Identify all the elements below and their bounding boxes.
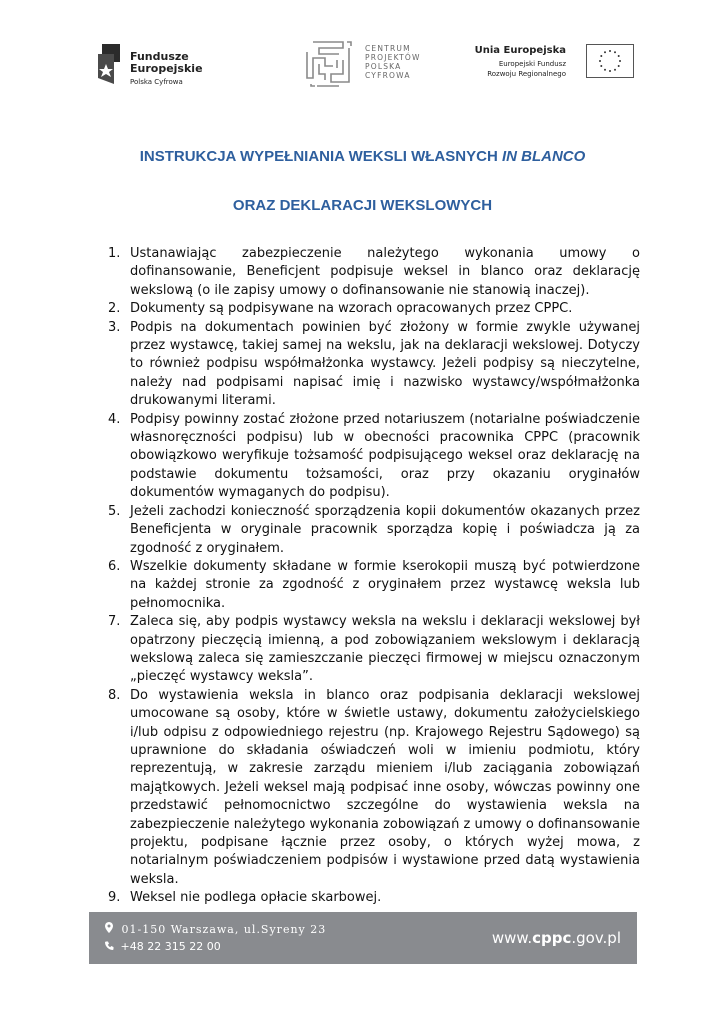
unia-europejska-logo: [476, 42, 636, 92]
cppc-logo-line4: CYFROWA: [365, 71, 411, 80]
cppc-logo: [303, 38, 443, 90]
list-item-text: Weksel nie podlega opłacie skarbowej.: [130, 890, 382, 906]
phone-icon: [105, 941, 117, 953]
document-title-italic: IN BLANCO: [501, 148, 586, 165]
list-item: [98, 319, 640, 411]
list-item-number: 6.: [108, 558, 121, 574]
footer-phone: [105, 940, 221, 953]
footer-web-suffix: .gov.pl: [571, 929, 621, 947]
footer-web-prefix: www.: [491, 929, 533, 947]
list-item-text: Do wystawienia weksla in blanco oraz podpisania deklaracji wekslowej umocowane są osoby, które w świetle ustawy, dokumentu założycielskiego i/lub odpisu z odpowiedniego rejestru (np. Krajowego Rejestru Sądowego) są uprawnione do składania oświadczeń woli w imieniu podmiotu, który reprezentują, w zakresie zarządu mieniem i/lub zaciągania zobowiązań majątkowych. Jeżeli weksel mają podpisać inne osoby, wówczas powinny one przedstawić pełnomocnictwo szczególne do wystawienia weksla na zabezpieczenie należytego wykonania zobowiązań z umowy o dofinansowanie projektu, podpisane łącznie przez osoby, o których wyżej mowa, z notarialnym poświadczeniem podpisów i wystawione przed datą wystawienia weksla.: [130, 687, 640, 887]
footer-phone-text: +48 22 315 22 00: [120, 940, 221, 953]
cppc-logo-text: [365, 44, 421, 80]
footer-address-text: 01-150 Warszawa, ul.Syreny 23: [121, 923, 327, 936]
ue-logo-line1: Unia Europejska: [474, 45, 566, 56]
list-item-text: Podpis na dokumentach powinien być złożony w formie zwykle używanej przez wystawcę, takiej samej na wekslu, jak na deklaracji wekslowej. Dotyczy to również podpisu współmałżonka wystawcy. Jeżeli podpisy są nieczytelne, należy nad podpisami napisać imię i nazwisko wystawcy/współmałżonka drukowanymi literami.: [130, 319, 640, 409]
fe-logo-line1: Fundusze: [130, 50, 189, 63]
fundusze-europejskie-logo: [96, 42, 216, 88]
list-item-number: 8.: [108, 687, 121, 703]
page-header: [0, 36, 725, 96]
ue-logo-line2: Europejski Fundusz: [498, 60, 566, 68]
footer-web-brand: cppc: [532, 929, 572, 947]
list-item: [98, 613, 640, 687]
list-item-text: Wszelkie dokumenty składane w formie kserokopii muszą być potwierdzone na każdej stronie za zgodność z oryginałem przez wystawcę weksla lub pełnomocnika.: [130, 558, 640, 611]
footer-address: [105, 922, 326, 936]
list-item-text: Zaleca się, aby podpis wystawcy weksla na wekslu i deklaracji wekslowej był opatrzony pieczęcią imienną, a pod zobowiązaniem wekslowym i deklaracją wekslową zaleca się zamieszczanie pieczęci firmowej w miejscu oznaczonym „pieczęć wystawcy weksla”.: [130, 614, 640, 685]
ue-logo-line3: Rozwoju Regionalnego: [487, 70, 566, 78]
fe-star-icon: [96, 42, 126, 86]
instruction-list: [98, 245, 640, 908]
list-item-number: 5.: [108, 503, 121, 519]
footer-website-link[interactable]: [492, 929, 621, 947]
list-item: [98, 687, 640, 889]
list-item: [98, 300, 640, 318]
list-item: [98, 503, 640, 558]
list-item: [98, 889, 640, 907]
list-item-text: Jeżeli zachodzi konieczność sporządzenia kopii dokumentów okazanych przez Beneficjenta w oryginale pracownik sporządza kopię i poświadcza ją za zgodność z oryginałem.: [130, 503, 640, 556]
cppc-logo-line3: POLSKA: [365, 62, 402, 71]
list-item: [98, 245, 640, 300]
list-item-text: Ustanawiając zabezpieczenie należytego wykonania umowy o dofinansowanie, Beneficjent podpisuje weksel in blanco oraz deklarację wekslową (o ile zapisy umowy o dofinansowanie nie stanowią inaczej).: [130, 246, 640, 298]
list-item-text: Dokumenty są podpisywane na wzorach opracowanych przez CPPC.: [130, 301, 573, 317]
document-title: [0, 148, 725, 165]
cppc-maze-icon: [303, 38, 355, 90]
cppc-logo-line1: CENTRUM: [365, 44, 411, 53]
list-item-number: 1.: [108, 246, 121, 261]
list-item: [98, 411, 640, 503]
list-item: [98, 558, 640, 613]
list-item-number: 9.: [108, 890, 121, 906]
cppc-logo-line2: PROJEKTÓW: [365, 53, 421, 62]
document-subtitle: ORAZ DEKLARACJI WEKSLOWYCH: [232, 197, 493, 214]
fe-logo-line3: Polska Cyfrowa: [130, 78, 183, 86]
eu-flag-icon: [586, 44, 634, 78]
fe-logo-line2: Europejskie: [130, 62, 203, 75]
list-item-number: 3.: [108, 319, 121, 335]
list-item-text: Podpisy powinny zostać złożone przed notariuszem (notarialne poświadczenie własnoręczności podpisu) lub w obecności pracownika CPPC (pracownik obowiązkowo weryfikuje tożsamość podpisującego weksel oraz deklarację na podstawie dokumentu tożsamości, oraz przy okazaniu oryginałów dokumentów wymaganych do podpisu).: [130, 411, 640, 501]
list-item-number: 7.: [108, 614, 121, 630]
map-pin-icon: [105, 922, 117, 936]
list-item-number: 4.: [108, 411, 121, 427]
page-footer: [89, 912, 637, 964]
list-item-number: 2.: [108, 301, 121, 317]
document-title-main: INSTRUKCJA WYPEŁNIANIA WEKSLI WŁASNYCH: [139, 148, 498, 165]
